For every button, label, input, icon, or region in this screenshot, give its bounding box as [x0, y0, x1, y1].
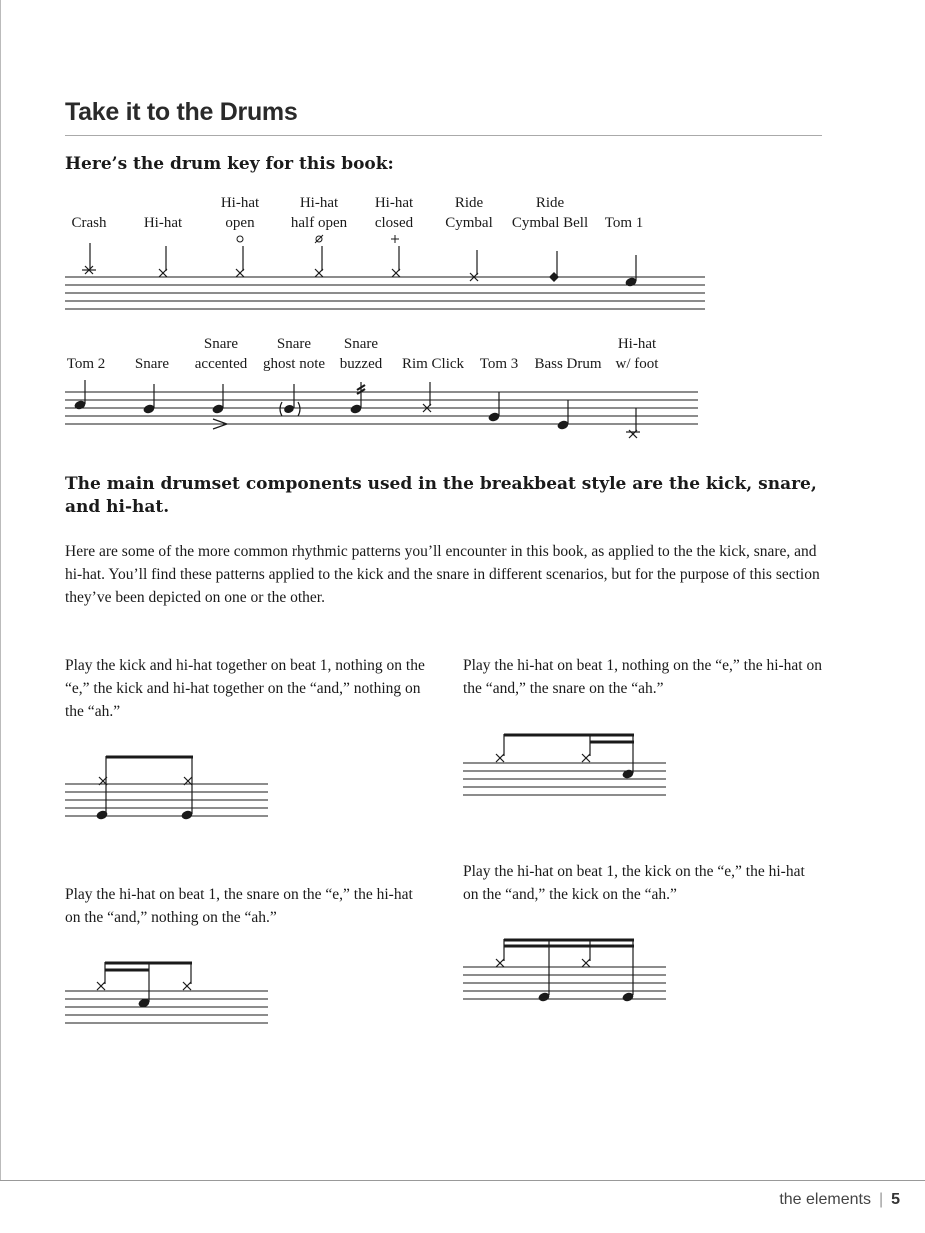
intro-paragraph: Here are some of the more common rhythmic patterns you’ll encounter in this book, as applied to the the kick, snare, and hi-hat. You’ll find these patterns applied to the kick and the snare in different scenarios, but for the purpose of this section they’ve been depicted on one or the other. [65, 543, 820, 606]
page-title: Take it to the Drums [65, 98, 298, 126]
key-label-ride-bell-1: Ride [535, 195, 565, 211]
ghost-notehead [283, 404, 295, 415]
key-label-snare-accented-2: accented [194, 356, 248, 372]
hihat-closed-note [392, 246, 400, 277]
key-label-snare: Snare [134, 356, 170, 372]
hihat-note [159, 246, 167, 277]
key-label-bass-drum: Bass Drum [534, 356, 602, 372]
half-open-icon [315, 235, 323, 243]
key-label-ghost-1: Snare [276, 336, 312, 352]
footer-divider [0, 1180, 925, 1181]
key-label-ride-2: Cymbal [445, 215, 493, 231]
drum-key-row-2 [60, 326, 720, 446]
drum-key-heading: Here’s the drum key for this book: [65, 154, 394, 174]
key-label-buzzed-1: Snare [343, 336, 379, 352]
key-label-hihat-open-1: Hi-hat [220, 195, 260, 211]
key-label-tom2: Tom 2 [66, 356, 106, 372]
key-label-tom3: Tom 3 [479, 356, 519, 372]
open-circle-icon [237, 236, 243, 242]
footer-separator: | [878, 1191, 884, 1208]
key-label-crash: Crash [71, 215, 107, 231]
key-label-hihat-foot-2: w/ foot [615, 356, 659, 372]
key-label-hihat-foot-1: Hi-hat [617, 336, 657, 352]
ghost-paren-right [298, 402, 300, 416]
hihat-foot-note [626, 408, 640, 438]
key-label-snare-accented-1: Snare [203, 336, 239, 352]
closed-plus-icon [391, 235, 399, 243]
key-label-hihat-closed-1: Hi-hat [374, 195, 414, 211]
key-label-ride-1: Ride [454, 195, 484, 211]
pattern-1-notation [63, 748, 273, 828]
pattern-4-text: Play the hi-hat on beat 1, the kick on the “e,” the hi-hat on the “and,” the kick on the “ah.” [463, 863, 805, 903]
pattern-3-text: Play the hi-hat on beat 1, the snare on the “e,” the hi-hat on the “and,” nothing on the “ah.” [65, 886, 413, 926]
pattern-3-notation [63, 952, 273, 1032]
footer-section-name: the elements [779, 1191, 871, 1208]
pattern-1-text: Play the kick and hi-hat together on beat 1, nothing on the “e,” the kick and hi-hat together on the “and,” nothing on the “ah.” [65, 657, 425, 720]
key-label-hihat-halfopen-2: half open [290, 215, 348, 231]
key-label-ghost-2: ghost note [262, 356, 326, 372]
page-footer [779, 1191, 900, 1209]
key-label-ride-bell-2: Cymbal Bell [511, 215, 589, 231]
drum-key-row-1 [60, 185, 720, 320]
crash-note [82, 243, 96, 274]
pattern-2-text: Play the hi-hat on beat 1, nothing on the “e,” the hi-hat on the “and,” the snare on the “ah.” [463, 657, 822, 697]
key-label-hihat-halfopen-1: Hi-hat [299, 195, 339, 211]
pattern-4-notation [461, 931, 671, 1011]
hihat-open-note [236, 246, 244, 277]
title-divider [65, 135, 822, 136]
key-label-hihat-closed-2: closed [374, 215, 414, 231]
key-label-hihat: Hi-hat [143, 215, 183, 231]
pattern-2-notation [461, 726, 671, 806]
key-label-buzzed-2: buzzed [339, 356, 383, 372]
ghost-paren-left [280, 402, 282, 416]
staff-lines-2 [65, 392, 698, 424]
ride-note [470, 250, 478, 281]
hihat-halfopen-note [315, 246, 323, 277]
staff-lines [65, 277, 705, 309]
key-label-rim-click: Rim Click [401, 356, 465, 372]
breakbeat-components-heading: The main drumset components used in the breakbeat style are the kick, snare, and hi-hat. [65, 474, 817, 517]
page-number: 5 [891, 1191, 900, 1208]
page-edge [0, 0, 1, 1180]
key-label-hihat-open-2: open [225, 215, 255, 231]
key-label-tom1: Tom 1 [604, 215, 644, 231]
